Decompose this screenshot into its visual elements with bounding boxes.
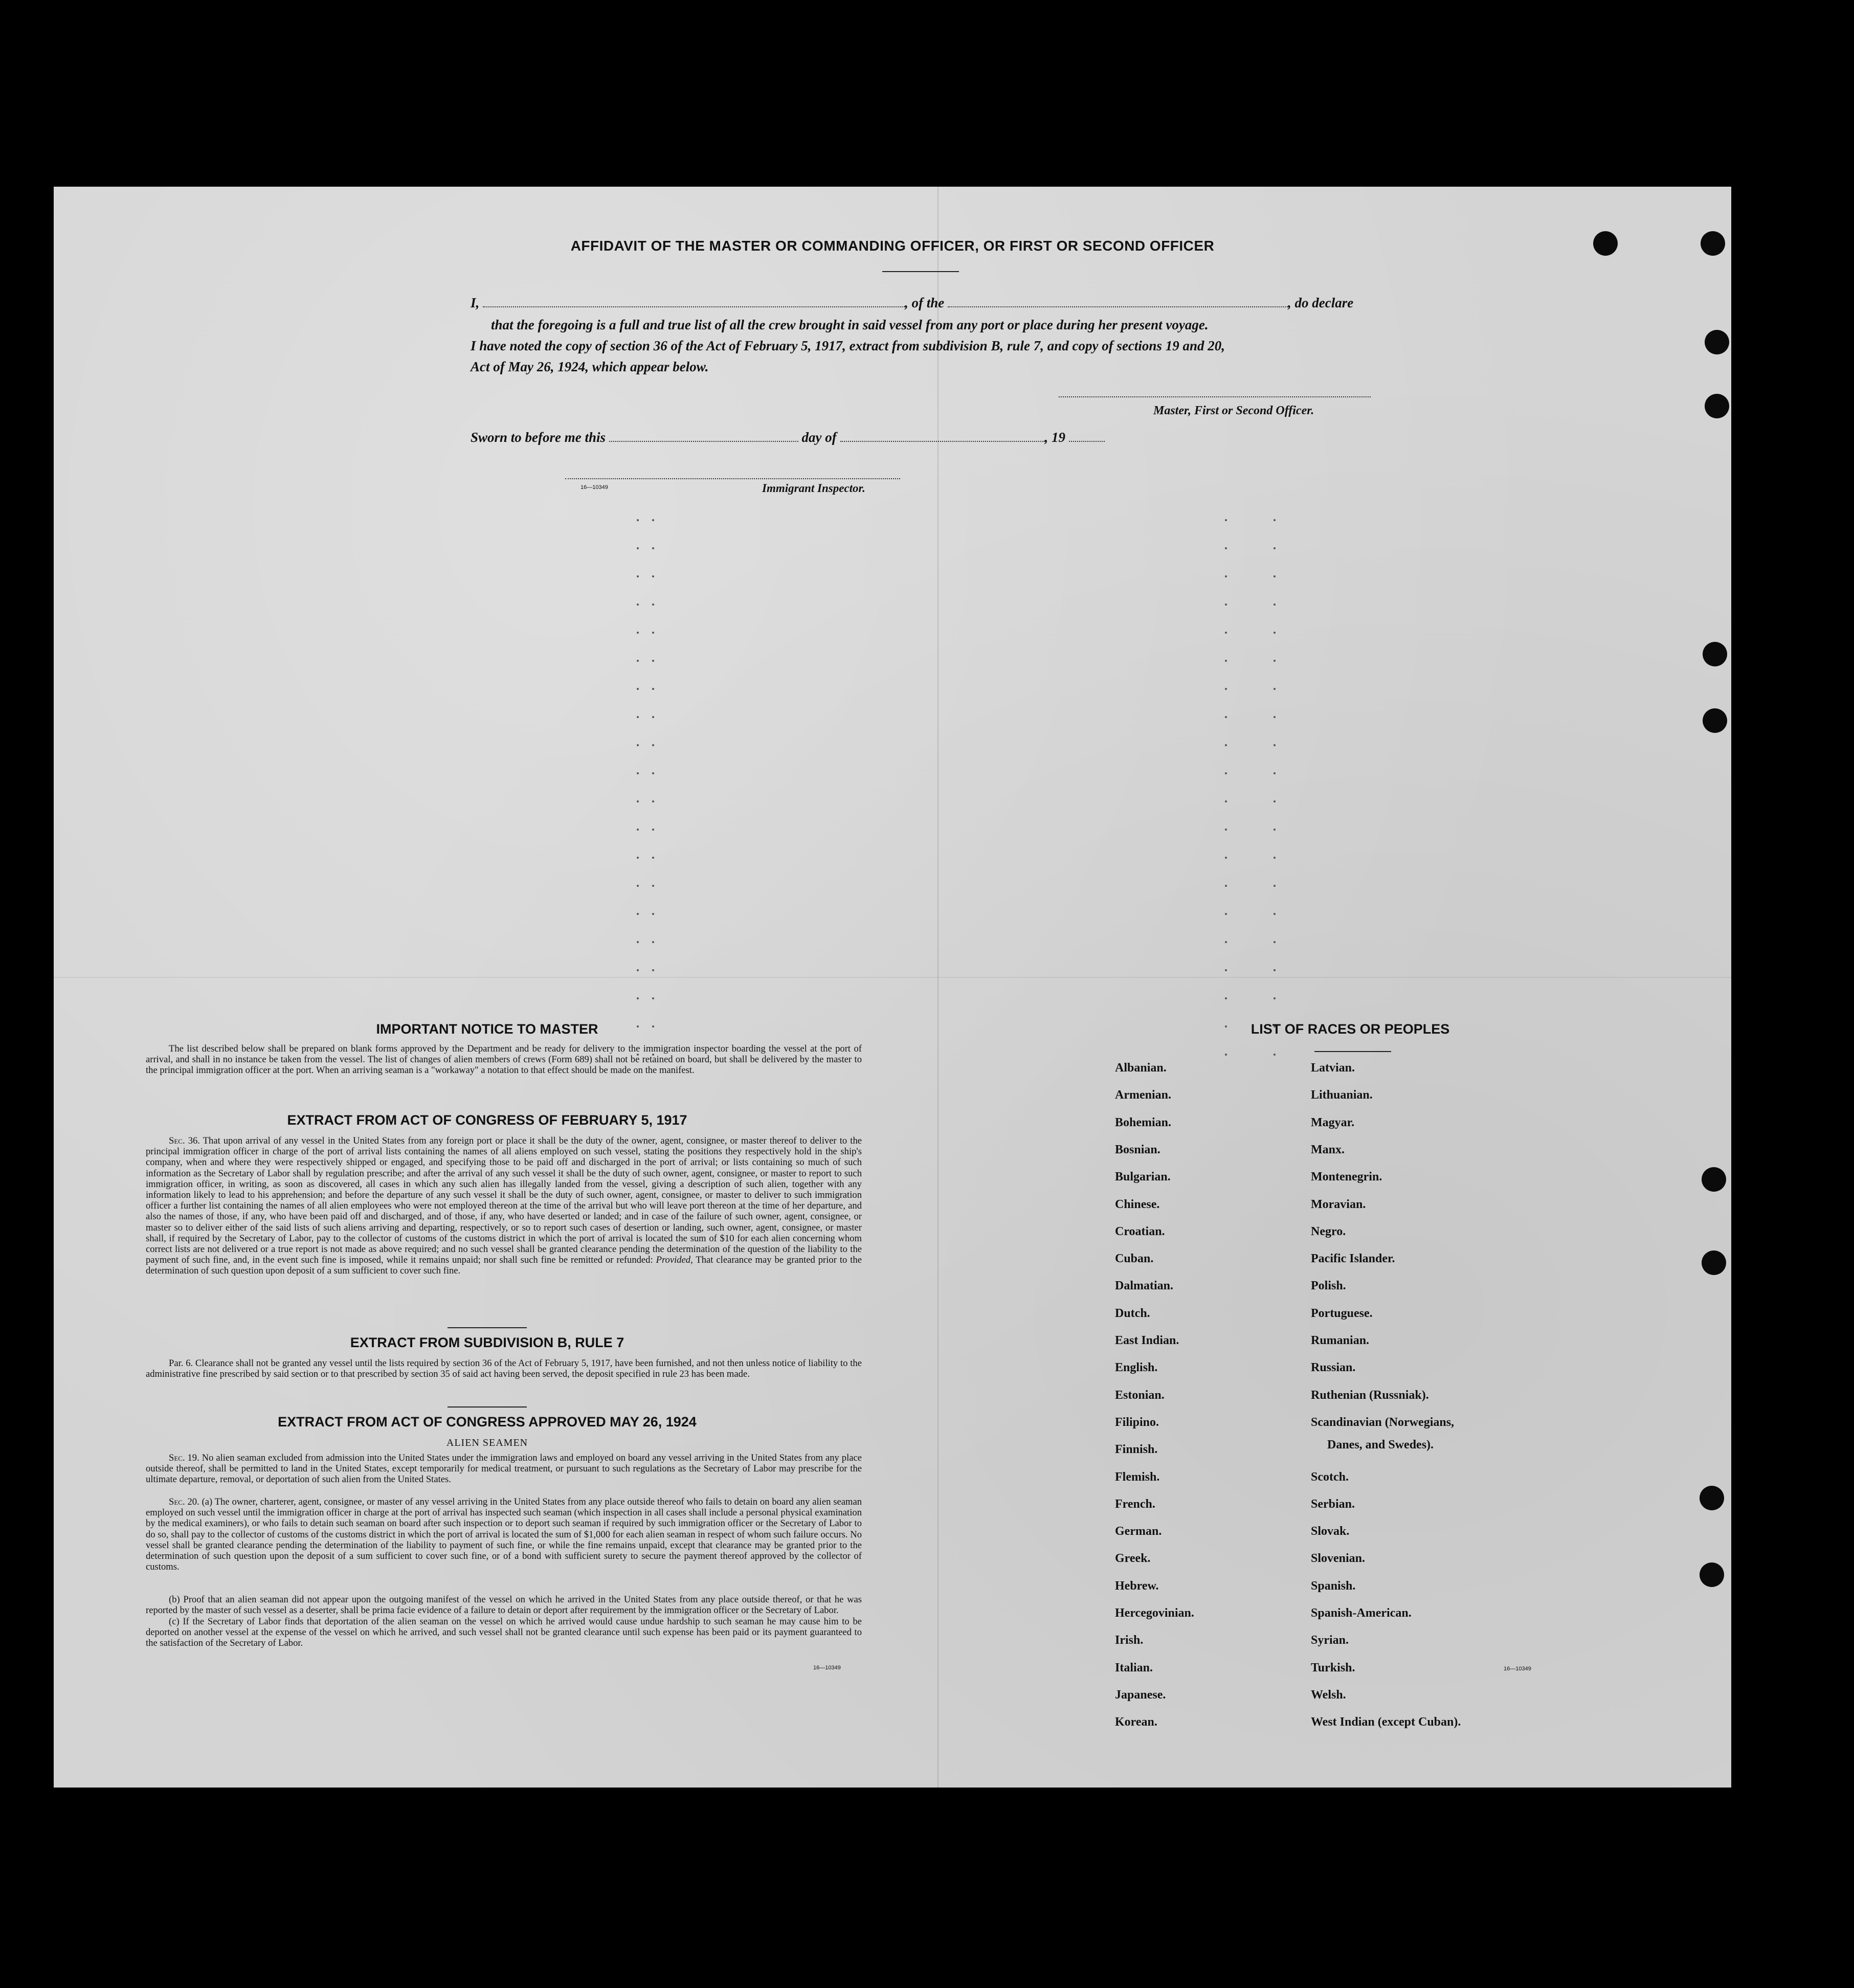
bleed-dot bbox=[652, 575, 654, 577]
bleed-dot bbox=[652, 744, 654, 746]
bleed-dot bbox=[637, 716, 639, 718]
bleed-dot bbox=[637, 800, 639, 802]
extract-1924-form-number: 16—10349 bbox=[813, 1665, 841, 1671]
dot-column bbox=[1274, 519, 1277, 1082]
extract-1917-proviso-text: That clearance may be granted prior to the determination of such question upon deposit of a sum sufficient to cover such fine. bbox=[146, 1255, 862, 1277]
affidavit-line-2: that the foregoing is a full and true list of all the crew brought in said vessel from any port or place during her present voyage. bbox=[491, 317, 1209, 332]
bleed-dot bbox=[652, 857, 654, 859]
race-item: Bosnian. bbox=[1115, 1143, 1160, 1156]
bleed-dot bbox=[1274, 829, 1276, 831]
race-item: East Indian. bbox=[1115, 1334, 1179, 1347]
fold-line-horizontal bbox=[54, 977, 1731, 978]
extract-1917-proviso-label: Provided, bbox=[656, 1255, 693, 1266]
sec20-label: Sec. 20. bbox=[169, 1496, 199, 1507]
vessel-name-field[interactable] bbox=[948, 306, 1288, 307]
affidavit-line-4: Act of May 26, 1924, which appear below. bbox=[471, 359, 709, 374]
extract-1924-sec19 bbox=[146, 1453, 862, 1485]
sworn-line bbox=[471, 430, 1105, 445]
master-signature-field[interactable] bbox=[1059, 396, 1371, 397]
bleed-dot bbox=[1274, 660, 1276, 662]
bleed-dot bbox=[1225, 885, 1227, 887]
bleed-dot bbox=[1274, 885, 1276, 887]
race-item: German. bbox=[1115, 1525, 1162, 1538]
extract-1924-subtitle: ALIEN SEAMEN bbox=[446, 1437, 528, 1448]
extract-1917-title: EXTRACT FROM ACT OF CONGRESS OF FEBRUARY 5, 1917 bbox=[287, 1112, 687, 1128]
extract-1917-text: That upon arrival of any vessel in the United States from any foreign port or place it shall be the duty of the owner, agent, consignee, or master thereof to deliver to the principal immigration officer in charge of the port of arrival lists containing the names of all aliens employed on such vessel, stating the positions they respectively hold in the ship's company, when and where they were respectively shipped or engaged, and specifying those to be paid off and discharged in the port of arrival; or lists containing so much of such information as the Secretary of Labor shall by regulation prescribe; and after the arrival of any such vessel it shall be the duty of such owner, agent, consignee, or master to report to such immigration officer, in writing, as soon as discovered, all cases in which any such alien has illegally landed from the vessel, giving a description of such alien, together with any information likely to lead to his apprehension; and before the departure of any such vessel it shall be the duty of such owner, agent, consignee, or master to deliver to such immigration officer a further list containing the names of all alien employees who were not employed thereon at the time of the arrival but who will leave port thereon at the time of her departure, and also the names of those, if any, who have been paid off and discharged, and of those, if any, who have deserted or landed; and in case of the failure of such owner, agent, consignee, or master so to deliver either of the said lists of such aliens arriving and departing, respectively, or so to report such cases of desertion or landing, such owner, agent, consignee, or master shall, if required by the Secretary of Labor, pay to the collector of customs of the customs district in which the port of arrival is located the sum of $10 for each alien concerning whom correct lists are not delivered or a true report is not made as above required; and no such vessel shall be granted clearance pending the determination of the question of the liability to the payment of such fine, and, in the event such fine is imposed, while it remains unpaid; nor shall such fine be remitted or refunded: bbox=[146, 1135, 862, 1266]
race-item: Magyar. bbox=[1311, 1116, 1355, 1129]
bleed-dot bbox=[1225, 716, 1227, 718]
inspector-signature-field[interactable] bbox=[565, 478, 900, 479]
bleed-dot bbox=[637, 969, 639, 971]
bleed-dot bbox=[637, 744, 639, 746]
bleed-dot bbox=[637, 688, 639, 690]
sworn-day-of-label: day of bbox=[801, 430, 837, 445]
race-item: Japanese. bbox=[1115, 1688, 1166, 1702]
bleed-dot bbox=[637, 604, 639, 606]
bleed-dot bbox=[1225, 969, 1227, 971]
race-item: Slovak. bbox=[1311, 1525, 1350, 1538]
punch-hole bbox=[1702, 1250, 1726, 1275]
punch-hole bbox=[1705, 394, 1729, 418]
bleed-dot bbox=[652, 547, 654, 549]
race-item: Manx. bbox=[1311, 1143, 1345, 1156]
races-form-number: 16—10349 bbox=[1504, 1666, 1531, 1672]
races-title-rule bbox=[1314, 1051, 1391, 1052]
bleed-dot bbox=[652, 941, 654, 943]
sec19-text: No alien seaman excluded from admission into the United States under the immigration laws and employed on board any vessel arriving in the United States from any place outside thereof, shall be permitted to land in the United States, except temporarily for medical treatment, or pursuant to such regulations as the Secretary of Labor may prescribe for the ultimate departure, removal, or deportation of such alien from the United States. bbox=[146, 1453, 862, 1485]
bleed-dot bbox=[637, 772, 639, 774]
affidavit-line-3: I have noted the copy of section 36 of the Act of February 5, 1917, extract from subdivision B, rule 7, and copy of sections 19 and 20, bbox=[471, 338, 1225, 353]
race-item: Moravian. bbox=[1311, 1198, 1366, 1211]
bleed-dot bbox=[637, 660, 639, 662]
bleed-dot bbox=[1274, 997, 1276, 999]
bleed-dot bbox=[652, 688, 654, 690]
race-item: Danes, and Swedes). bbox=[1327, 1438, 1434, 1451]
bleed-dot bbox=[1274, 800, 1276, 802]
races-title: LIST OF RACES OR PEOPLES bbox=[1250, 1021, 1450, 1037]
affidavit-declare-label: , do declare bbox=[1288, 295, 1354, 310]
bleed-dot bbox=[1225, 604, 1227, 606]
race-item: Latvian. bbox=[1311, 1061, 1355, 1075]
bleed-dot bbox=[637, 857, 639, 859]
bleed-dot bbox=[1274, 547, 1276, 549]
bleed-dot bbox=[1274, 1054, 1276, 1056]
master-name-field[interactable] bbox=[483, 306, 905, 307]
bleed-dot bbox=[652, 519, 654, 521]
extract-1924-title: EXTRACT FROM ACT OF CONGRESS APPROVED MAY 26, 1924 bbox=[278, 1414, 697, 1429]
extract-1924-sec20a bbox=[146, 1496, 862, 1572]
bleed-dot bbox=[652, 772, 654, 774]
sec19-label: Sec. 19. bbox=[169, 1453, 199, 1463]
bleed-dot bbox=[1225, 913, 1227, 915]
race-item: Turkish. bbox=[1311, 1661, 1355, 1674]
race-item: Russian. bbox=[1311, 1361, 1356, 1374]
race-item: Armenian. bbox=[1115, 1088, 1171, 1102]
bleed-dot bbox=[1225, 857, 1227, 859]
bleed-dot bbox=[637, 632, 639, 634]
bleed-dot bbox=[652, 800, 654, 802]
bleed-dot bbox=[637, 575, 639, 577]
affidavit-title: AFFIDAVIT OF THE MASTER OR COMMANDING OFFICER, OR FIRST OR SECOND OFFICER bbox=[570, 238, 1215, 254]
punch-hole bbox=[1705, 330, 1729, 354]
bleed-dot bbox=[1274, 688, 1276, 690]
bleed-dot bbox=[1274, 575, 1276, 577]
bleed-dot bbox=[652, 604, 654, 606]
sworn-day-field[interactable] bbox=[609, 441, 798, 442]
bleed-dot bbox=[652, 885, 654, 887]
bleed-dot bbox=[652, 716, 654, 718]
bleed-dot bbox=[637, 829, 639, 831]
race-item: Greek. bbox=[1115, 1552, 1151, 1565]
bleed-dot bbox=[652, 632, 654, 634]
bleed-dot bbox=[1225, 829, 1227, 831]
bleed-dot bbox=[637, 885, 639, 887]
race-item: Lithuanian. bbox=[1311, 1088, 1373, 1102]
extract-1917-body bbox=[146, 1135, 862, 1277]
race-item: Albanian. bbox=[1115, 1061, 1167, 1075]
race-item: Estonian. bbox=[1115, 1389, 1165, 1402]
affidavit-i-label: I, bbox=[471, 295, 480, 310]
race-item: Dalmatian. bbox=[1115, 1279, 1173, 1292]
bleed-dot bbox=[637, 547, 639, 549]
race-item: Spanish. bbox=[1311, 1579, 1356, 1593]
extract-1924-sec20b: (b) Proof that an alien seaman did not appear upon the outgoing manifest of the vessel on which he arrived in the United States from any place outside thereof, or that he was reported by the master of such vessel as a deserter, shall be prima facie evidence of a failure to detain or deport after requirement by the immigration officer or the Secretary of Labor. bbox=[146, 1594, 862, 1616]
race-item: Spanish-American. bbox=[1311, 1606, 1412, 1620]
punch-hole bbox=[1700, 1486, 1724, 1510]
race-item: Pacific Islander. bbox=[1311, 1252, 1395, 1265]
bleed-dot bbox=[1274, 857, 1276, 859]
bleed-dot bbox=[1274, 941, 1276, 943]
race-item: Korean. bbox=[1115, 1715, 1157, 1729]
punch-hole bbox=[1703, 708, 1727, 733]
notice-body: The list described below shall be prepared on blank forms approved by the Department and be ready for delivery to the immigration inspector boarding the vessel at the port of arrival, and shall in no instance be taken from the vessel. The list of changes of alien members of crews (Form 689) shall not be retained on board, but shall be delivered by the master to the principal immigration officer at the port. When an arriving seaman is a "workaway" a notation to that effect should be made on the manifest. bbox=[146, 1043, 862, 1076]
bleed-dot bbox=[637, 941, 639, 943]
race-item: Montenegrin. bbox=[1311, 1170, 1382, 1183]
race-item: Ruthenian (Russniak). bbox=[1311, 1389, 1429, 1402]
bleed-dot bbox=[1274, 604, 1276, 606]
race-item: Portuguese. bbox=[1311, 1307, 1373, 1320]
affidavit-form-number: 16—10349 bbox=[580, 484, 608, 490]
dot-column bbox=[1225, 519, 1228, 1082]
race-item: Serbian. bbox=[1311, 1498, 1355, 1511]
punch-hole bbox=[1703, 642, 1727, 666]
race-item: Hercegovinian. bbox=[1115, 1606, 1194, 1620]
bleed-dot bbox=[1274, 716, 1276, 718]
bleed-dot bbox=[1274, 913, 1276, 915]
dot-column bbox=[652, 519, 655, 1082]
bleed-dot bbox=[637, 997, 639, 999]
sworn-year-label: , 19 bbox=[1044, 430, 1066, 445]
extract-1924-sec20c: (c) If the Secretary of Labor finds that deportation of the alien seaman on the vessel on which he arrived would cause undue hardship to such seaman he may cause him to be deported on another vessel at the expense of the vessel on which he arrived, and such vessel shall not be granted clearance until such expense has been paid or its payment guaranteed to the satisfaction of the Secretary of Labor. bbox=[146, 1616, 862, 1649]
race-item: Finnish. bbox=[1115, 1443, 1158, 1456]
race-item: Slovenian. bbox=[1311, 1552, 1366, 1565]
race-item: Bohemian. bbox=[1115, 1116, 1172, 1129]
fold-line-vertical bbox=[937, 187, 939, 1788]
bleed-dot bbox=[1225, 519, 1227, 521]
race-item: Cuban. bbox=[1115, 1252, 1154, 1265]
bleed-dot bbox=[1225, 997, 1227, 999]
race-item: French. bbox=[1115, 1498, 1155, 1511]
affidavit-title-rule bbox=[882, 271, 959, 272]
rule7-body: Par. 6. Clearance shall not be granted any vessel until the lists required by section 36 of the Act of February 5, 1917, have been furnished, and not then unless notice of liability to the administrative fine prescribed by said section or to that prescribed by section 35 of said act having been served, the deposit specified in rule 23 has been made. bbox=[146, 1358, 862, 1380]
race-item: West Indian (except Cuban). bbox=[1311, 1715, 1461, 1729]
sworn-month-field[interactable] bbox=[840, 441, 1045, 442]
bleed-dot bbox=[652, 829, 654, 831]
affidavit-line-1 bbox=[471, 295, 1353, 311]
affidavit-of-the-label: , of the bbox=[905, 295, 945, 310]
race-item: Welsh. bbox=[1311, 1688, 1346, 1702]
race-item: Syrian. bbox=[1311, 1634, 1349, 1647]
race-item: Chinese. bbox=[1115, 1198, 1160, 1211]
race-item: English. bbox=[1115, 1361, 1158, 1374]
bleed-dot bbox=[1225, 941, 1227, 943]
race-item: Scandinavian (Norwegians, bbox=[1311, 1416, 1455, 1429]
bleed-dot bbox=[652, 660, 654, 662]
sec20a-text: (a) The owner, charterer, agent, consignee, or master of any vessel arriving in the United States from any place outside thereof who fails to detain on board any alien seaman employed on such vessel until the immigration officer in charge at the port of arrival has inspected such seaman (which inspection in all cases shall include a personal physical examination by the medical examiners), or who fails to detain such seaman on board after such inspection or to deport such seaman if required by such immigration officer or the Secretary of Labor to do so, shall pay to the collector of customs of the customs district in which the port of arrival is located the sum of $1,000 for each alien seaman in respect of whom such failure occurs. No vessel shall be granted clearance pending the determination of the liability to payment of such fine, or while the fine remains unpaid, except that clearance may be granted prior to the determination of such question upon the deposit of a sum sufficient to cover such fine, or of a bond with sufficient surety to secure the payment thereof approved by the collector of customs. bbox=[146, 1496, 862, 1573]
bleed-dot bbox=[652, 969, 654, 971]
race-item: Dutch. bbox=[1115, 1307, 1150, 1320]
race-item: Flemish. bbox=[1115, 1470, 1160, 1484]
signature-label: Master, First or Second Officer. bbox=[1153, 404, 1314, 417]
dot-column bbox=[637, 519, 640, 1082]
race-item: Rumanian. bbox=[1311, 1334, 1370, 1347]
race-item: Irish. bbox=[1115, 1634, 1144, 1647]
bleed-dot bbox=[1274, 519, 1276, 521]
document-sheet bbox=[54, 187, 1731, 1788]
notice-title: IMPORTANT NOTICE TO MASTER bbox=[376, 1021, 598, 1037]
race-item: Scotch. bbox=[1311, 1470, 1349, 1484]
race-item: Bulgarian. bbox=[1115, 1170, 1171, 1183]
bleed-dot bbox=[1225, 688, 1227, 690]
bleed-dot bbox=[637, 913, 639, 915]
race-item: Italian. bbox=[1115, 1661, 1153, 1674]
race-item: Negro. bbox=[1311, 1225, 1346, 1238]
bleed-dot bbox=[637, 519, 639, 521]
rule7-top-rule bbox=[448, 1327, 527, 1328]
bleed-dot bbox=[1225, 575, 1227, 577]
race-item: Polish. bbox=[1311, 1279, 1346, 1292]
race-item: Croatian. bbox=[1115, 1225, 1165, 1238]
bleed-dot bbox=[1274, 632, 1276, 634]
extract-1917-sec-label: Sec. 36. bbox=[169, 1135, 200, 1146]
sworn-year-field[interactable] bbox=[1069, 441, 1105, 442]
bleed-dot bbox=[1274, 969, 1276, 971]
bleed-dot bbox=[1225, 660, 1227, 662]
bleed-dot bbox=[1225, 632, 1227, 634]
race-item: Filipino. bbox=[1115, 1416, 1159, 1429]
sworn-before-label: Sworn to before me this bbox=[471, 430, 606, 445]
bleed-dot bbox=[1225, 1054, 1227, 1056]
punch-hole bbox=[1700, 1562, 1724, 1587]
bleed-dot bbox=[1225, 800, 1227, 802]
bleed-dot bbox=[1274, 744, 1276, 746]
bleed-dot bbox=[1225, 547, 1227, 549]
rule7-title: EXTRACT FROM SUBDIVISION B, RULE 7 bbox=[350, 1335, 624, 1350]
punch-hole bbox=[1702, 1167, 1726, 1192]
bleed-dot bbox=[1274, 772, 1276, 774]
inspector-label: Immigrant Inspector. bbox=[762, 482, 865, 495]
extract-1924-top-rule bbox=[448, 1406, 527, 1408]
race-item: Hebrew. bbox=[1115, 1579, 1159, 1593]
bleed-dot bbox=[1225, 744, 1227, 746]
bleed-dot bbox=[652, 997, 654, 999]
bleed-dot bbox=[1225, 772, 1227, 774]
bleed-dot bbox=[652, 913, 654, 915]
